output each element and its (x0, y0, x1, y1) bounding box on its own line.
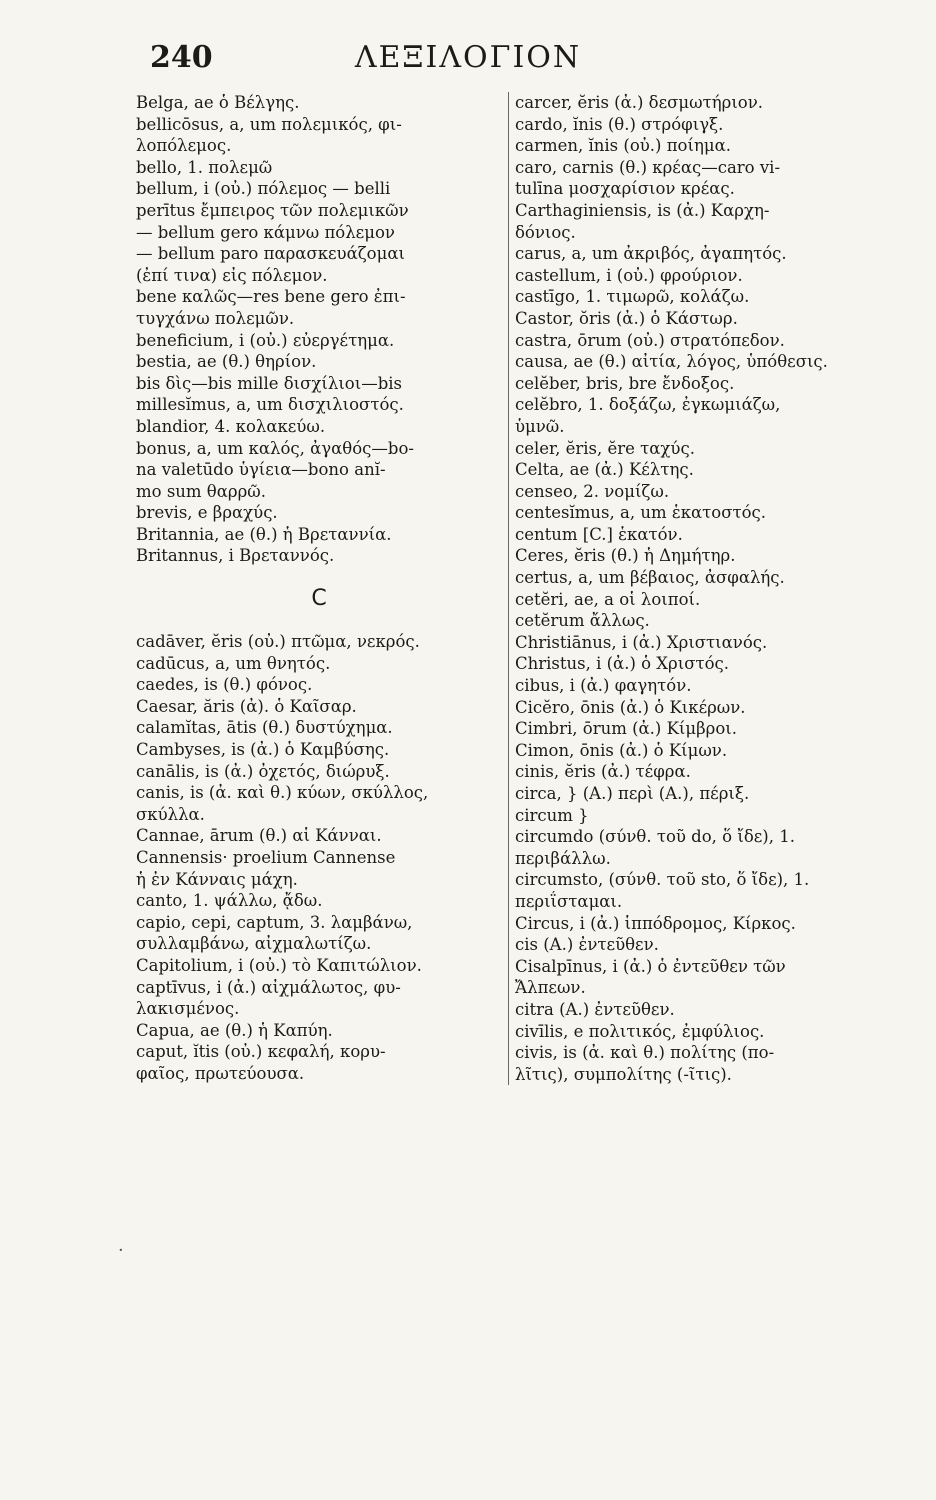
entries-right (515, 92, 880, 1085)
entry-line: bis δὶς—bis mille δισχίλιοι—bis (136, 373, 403, 393)
page-number: 240 (150, 40, 213, 75)
entry-line: bestia, ae (θ.) θηρίον. (136, 352, 317, 372)
entry-line: συλλαμβάνω, αἰχμαλωτίζω. (136, 934, 372, 954)
entry-line: δόνιος. (515, 222, 576, 242)
entry-line: centesĭmus, a, um ἑκατοστός. (515, 503, 767, 523)
entry-line: λῖτις), συμπολίτης (-ῖτις). (515, 1064, 732, 1084)
entry-line: cardo, ĭnis (θ.) στρόφιγξ. (515, 114, 724, 134)
section-letter-c: C (311, 586, 327, 612)
entry-line: Ceres, ĕris (θ.) ἡ Δημήτηρ. (515, 546, 736, 566)
entry-line: cadūcus, a, um θνητός. (136, 653, 331, 673)
entry-line: cinis, ĕris (ἀ.) τέφρα. (515, 762, 691, 782)
entry-line: bello, 1. πολεμῶ (136, 157, 273, 177)
entry-line: circumsto, (σύνθ. τοῦ sto, ὅ ἴδε), 1. (515, 870, 810, 890)
entry-line: carcer, ĕris (ἀ.) δεσμωτήριον. (515, 93, 763, 112)
entry-line: captīvus, i (ἀ.) αἰχμάλωτος, φυ- (136, 977, 401, 997)
entry-line: λοπόλεμος. (136, 136, 232, 156)
entry-line: Christiānus, i (ἀ.) Χριστιανός. (515, 632, 768, 652)
entry-line: Cannensis· proelium Cannense (136, 848, 396, 867)
entry-line: Castor, ŏris (ἀ.) ὁ Κάστωρ. (515, 308, 738, 328)
entry-line: celĕber, bris, bre ἔνδοξος. (515, 373, 735, 393)
entry-line: Capitolium, i (οὐ.) τὸ Καπιτώλιον. (136, 955, 422, 975)
entry-line: cetĕrum ἄλλως. (515, 611, 650, 631)
entry-line: Capua, ae (θ.) ἡ Καπύη. (136, 1020, 333, 1040)
entry-line: ὑμνῶ. (515, 416, 565, 436)
entry-columns (136, 92, 880, 1085)
entry-line: λακισμένος. (136, 999, 240, 1019)
entry-line: bellum, i (οὐ.) πόλεμος — belli (136, 179, 391, 199)
entry-line: centum [C.] ἑκατόν. (515, 524, 683, 544)
entry-line: Ἄλπεων. (515, 978, 586, 998)
entry-line: civis, is (ἀ. καὶ θ.) πολίτης (πο- (515, 1043, 775, 1063)
entry-line: certus, a, um βέβαιος, ἀσφαλής. (515, 568, 785, 588)
entry-line: Britannia, ae (θ.) ἡ Βρεταννία. (136, 524, 392, 544)
entry-line: Cicĕro, ōnis (ἀ.) ὁ Κικέρων. (515, 697, 746, 717)
entry-line: brevis, e βραχύς. (136, 503, 278, 523)
entry-line: — bellum paro παρασκευάζομαι (136, 244, 405, 264)
entry-line: Cambyses, is (ἀ.) ὁ Καμβύσης. (136, 740, 390, 760)
entries-b (136, 92, 502, 567)
entry-line: (ἐπί τινα) εἰς πόλεμον. (136, 265, 328, 285)
right-column (508, 92, 880, 1085)
entry-line: na valetūdo ὑγίεια—bono anĭ- (136, 460, 386, 480)
entry-line: bonus, a, um καλός, ἀγαθός—bo- (136, 438, 414, 458)
entry-line: canto, 1. ψάλλω, ᾄδω. (136, 891, 323, 911)
entry-line: περιβάλλω. (515, 848, 611, 868)
entry-line: Christus, i (ἀ.) ὁ Χριστός. (515, 654, 730, 674)
entry-line: caro, carnis (θ.) κρέας—caro vi- (515, 157, 781, 177)
entry-line: canālis, is (ἀ.) ὀχετός, διώρυξ. (136, 761, 390, 781)
entry-line: millesĭmus, a, um δισχιλιοστός. (136, 395, 404, 415)
entry-line: cis (A.) ἐντεῦθεν. (515, 935, 659, 955)
entries-c (136, 631, 502, 1084)
entry-line: carus, a, um ἀκριβός, ἀγαπητός. (515, 244, 787, 264)
entry-line: Circus, i (ἀ.) ἱππόδρομος, Κίρκος. (515, 913, 796, 933)
entry-line: Cannae, ārum (θ.) αἱ Κάνναι. (136, 826, 382, 846)
entry-line: Cimon, ōnis (ἀ.) ὁ Κίμων. (515, 740, 728, 760)
entry-line: celer, ĕris, ĕre ταχύς. (515, 438, 695, 458)
entry-line: Celta, ae (ἀ.) Κέλτης. (515, 460, 694, 480)
entry-line: castellum, i (οὐ.) φρούριον. (515, 265, 743, 285)
entry-line: cetĕri, ae, a οἱ λοιποί. (515, 589, 701, 609)
entry-line: castīgo, 1. τιμωρῶ, κολάζω. (515, 287, 750, 307)
entry-line: castra, ōrum (οὐ.) στρατόπεδον. (515, 330, 785, 350)
entry-line: calamĭtas, ātis (θ.) δυστύχημα. (136, 718, 393, 738)
running-title: ΛΕΞΙΛΟΓΙΟΝ (354, 40, 582, 75)
entry-line: canis, is (ἀ. καὶ θ.) κύων, σκύλλος, (136, 783, 429, 803)
entry-line: caedes, is (θ.) φόνος. (136, 675, 313, 695)
entry-line: — bellum gero κάμνω πόλεμον (136, 222, 395, 242)
entry-line: ἡ ἐν Κάνναις μάχη. (136, 869, 298, 889)
entry-line: σκύλλα. (136, 804, 205, 824)
entry-line: caput, ĭtis (οὐ.) κεφαλή, κορυ- (136, 1042, 386, 1062)
entry-line: Caesar, ăris (ἀ). ὁ Καῖσαρ. (136, 696, 357, 716)
margin-mark: · (118, 1240, 124, 1261)
entry-line: citra (A.) ἐντεῦθεν. (515, 999, 675, 1019)
entry-line: capio, cepi, captum, 3. λαμβάνω, (136, 912, 413, 932)
entry-line: circum } (515, 805, 589, 825)
entry-line: tulīna μοσχαρίσιον κρέας. (515, 179, 735, 199)
entry-line: Carthaginiensis, is (ἀ.) Καρχη- (515, 200, 770, 220)
entry-line: censeo, 2. νομίζω. (515, 481, 670, 501)
entry-line: beneficium, i (οὐ.) εὐεργέτημα. (136, 330, 395, 350)
entry-line: φαῖος, πρωτεύουσα. (136, 1063, 305, 1083)
entry-line: bene καλῶς—res bene gero ἐπι- (136, 287, 406, 307)
entry-line: περιΐσταμαι. (515, 891, 623, 911)
entry-line: mo sum θαρρῶ. (136, 481, 266, 501)
entry-line: circumdo (σύνθ. τοῦ do, ὅ ἴδε), 1. (515, 827, 795, 847)
entry-line: blandior, 4. κολακεύω. (136, 416, 326, 436)
entry-line: Cisalpīnus, i (ἀ.) ὁ ἐντεῦθεν τῶν (515, 956, 786, 976)
left-column (136, 92, 508, 1085)
entry-line: celĕbro, 1. δοξάζω, ἐγκωμιάζω, (515, 395, 781, 415)
entry-line: perītus ἔμπειρος τῶν πολεμικῶν (136, 200, 409, 220)
entry-line: τυγχάνω πολεμῶν. (136, 308, 295, 328)
entry-line: Belga, ae ὁ Βέλγης. (136, 93, 300, 112)
entry-line: cadāver, ĕris (οὐ.) πτῶμα, νεκρός. (136, 632, 420, 652)
entry-line: carmen, ĭnis (οὐ.) ποίημα. (515, 136, 731, 156)
entry-line: civīlis, e πολιτικός, ἐμφύλιος. (515, 1021, 765, 1041)
entry-line: circa, } (A.) περὶ (A.), πέριξ. (515, 784, 750, 803)
entry-line: causa, ae (θ.) αἰτία, λόγος, ὑπόθεσις. (515, 352, 828, 372)
entry-line: Cimbri, ōrum (ἀ.) Κίμβροι. (515, 719, 738, 739)
entry-line: cibus, i (ἀ.) φαγητόν. (515, 676, 692, 696)
entry-line: Britannus, i Βρεταννός. (136, 546, 335, 566)
entry-line: bellicōsus, a, um πολεμικός, φι- (136, 114, 402, 134)
